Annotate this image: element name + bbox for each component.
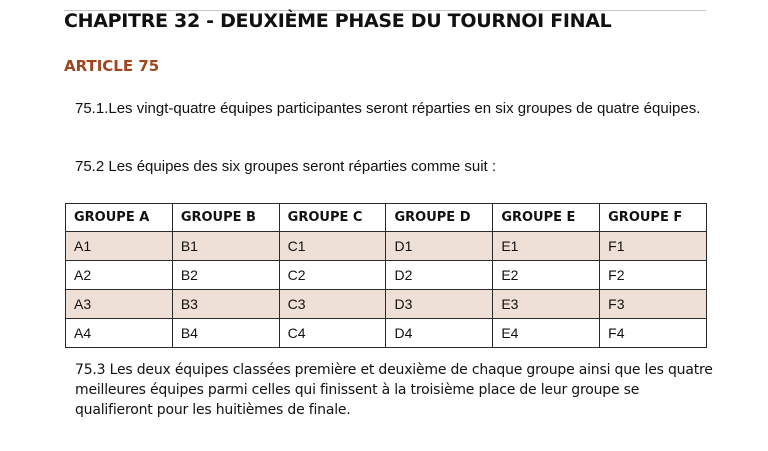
paragraph-75-2: 75.2 Les équipes des six groupes seront réparties comme suit : [75,158,497,175]
table-cell: B4 [172,319,279,348]
table-cell: A3 [66,290,173,319]
table-cell: B3 [172,290,279,319]
table-cell: F4 [600,319,707,348]
table-cell: A4 [66,319,173,348]
header-groupe-e: GROUPE E [493,204,600,232]
header-groupe-a: GROUPE A [66,204,173,232]
table-row [66,232,707,261]
table-cell: F2 [600,261,707,290]
header-groupe-f: GROUPE F [600,204,707,232]
header-groupe-b: GROUPE B [172,204,279,232]
paragraph-75-3: 75.3 Les deux équipes classées première et deuxième de chaque groupe ainsi que les quatre meilleures équipes parmi celles qui finissent à la troisième place de leur groupe se qualifieront pour les huitièmes de finale. [75,362,713,418]
paragraph-75-1: 75.1.Les vingt-quatre équipes participantes seront réparties en six groupes de quatre équipes. [75,100,701,117]
table-header-row [66,204,707,232]
table-cell: D2 [386,261,493,290]
groups-table [65,203,707,348]
table-cell: E2 [493,261,600,290]
header-groupe-d: GROUPE D [386,204,493,232]
table-cell: C4 [279,319,386,348]
table-cell: D4 [386,319,493,348]
table-cell: E1 [493,232,600,261]
table-cell: A2 [66,261,173,290]
table-cell: C3 [279,290,386,319]
table-cell: A1 [66,232,173,261]
table-row [66,319,707,348]
table-cell: C2 [279,261,386,290]
table-cell: F1 [600,232,707,261]
table-cell: E3 [493,290,600,319]
table-row [66,290,707,319]
table-cell: F3 [600,290,707,319]
table-cell: B1 [172,232,279,261]
table-cell: D1 [386,232,493,261]
table-cell: C1 [279,232,386,261]
chapter-title: CHAPITRE 32 - DEUXIÈME PHASE DU TOURNOI FINAL [64,10,612,32]
table-cell: E4 [493,319,600,348]
header-groupe-c: GROUPE C [279,204,386,232]
article-title: ARTICLE 75 [64,57,160,75]
table-cell: B2 [172,261,279,290]
table-cell: D3 [386,290,493,319]
table-row [66,261,707,290]
